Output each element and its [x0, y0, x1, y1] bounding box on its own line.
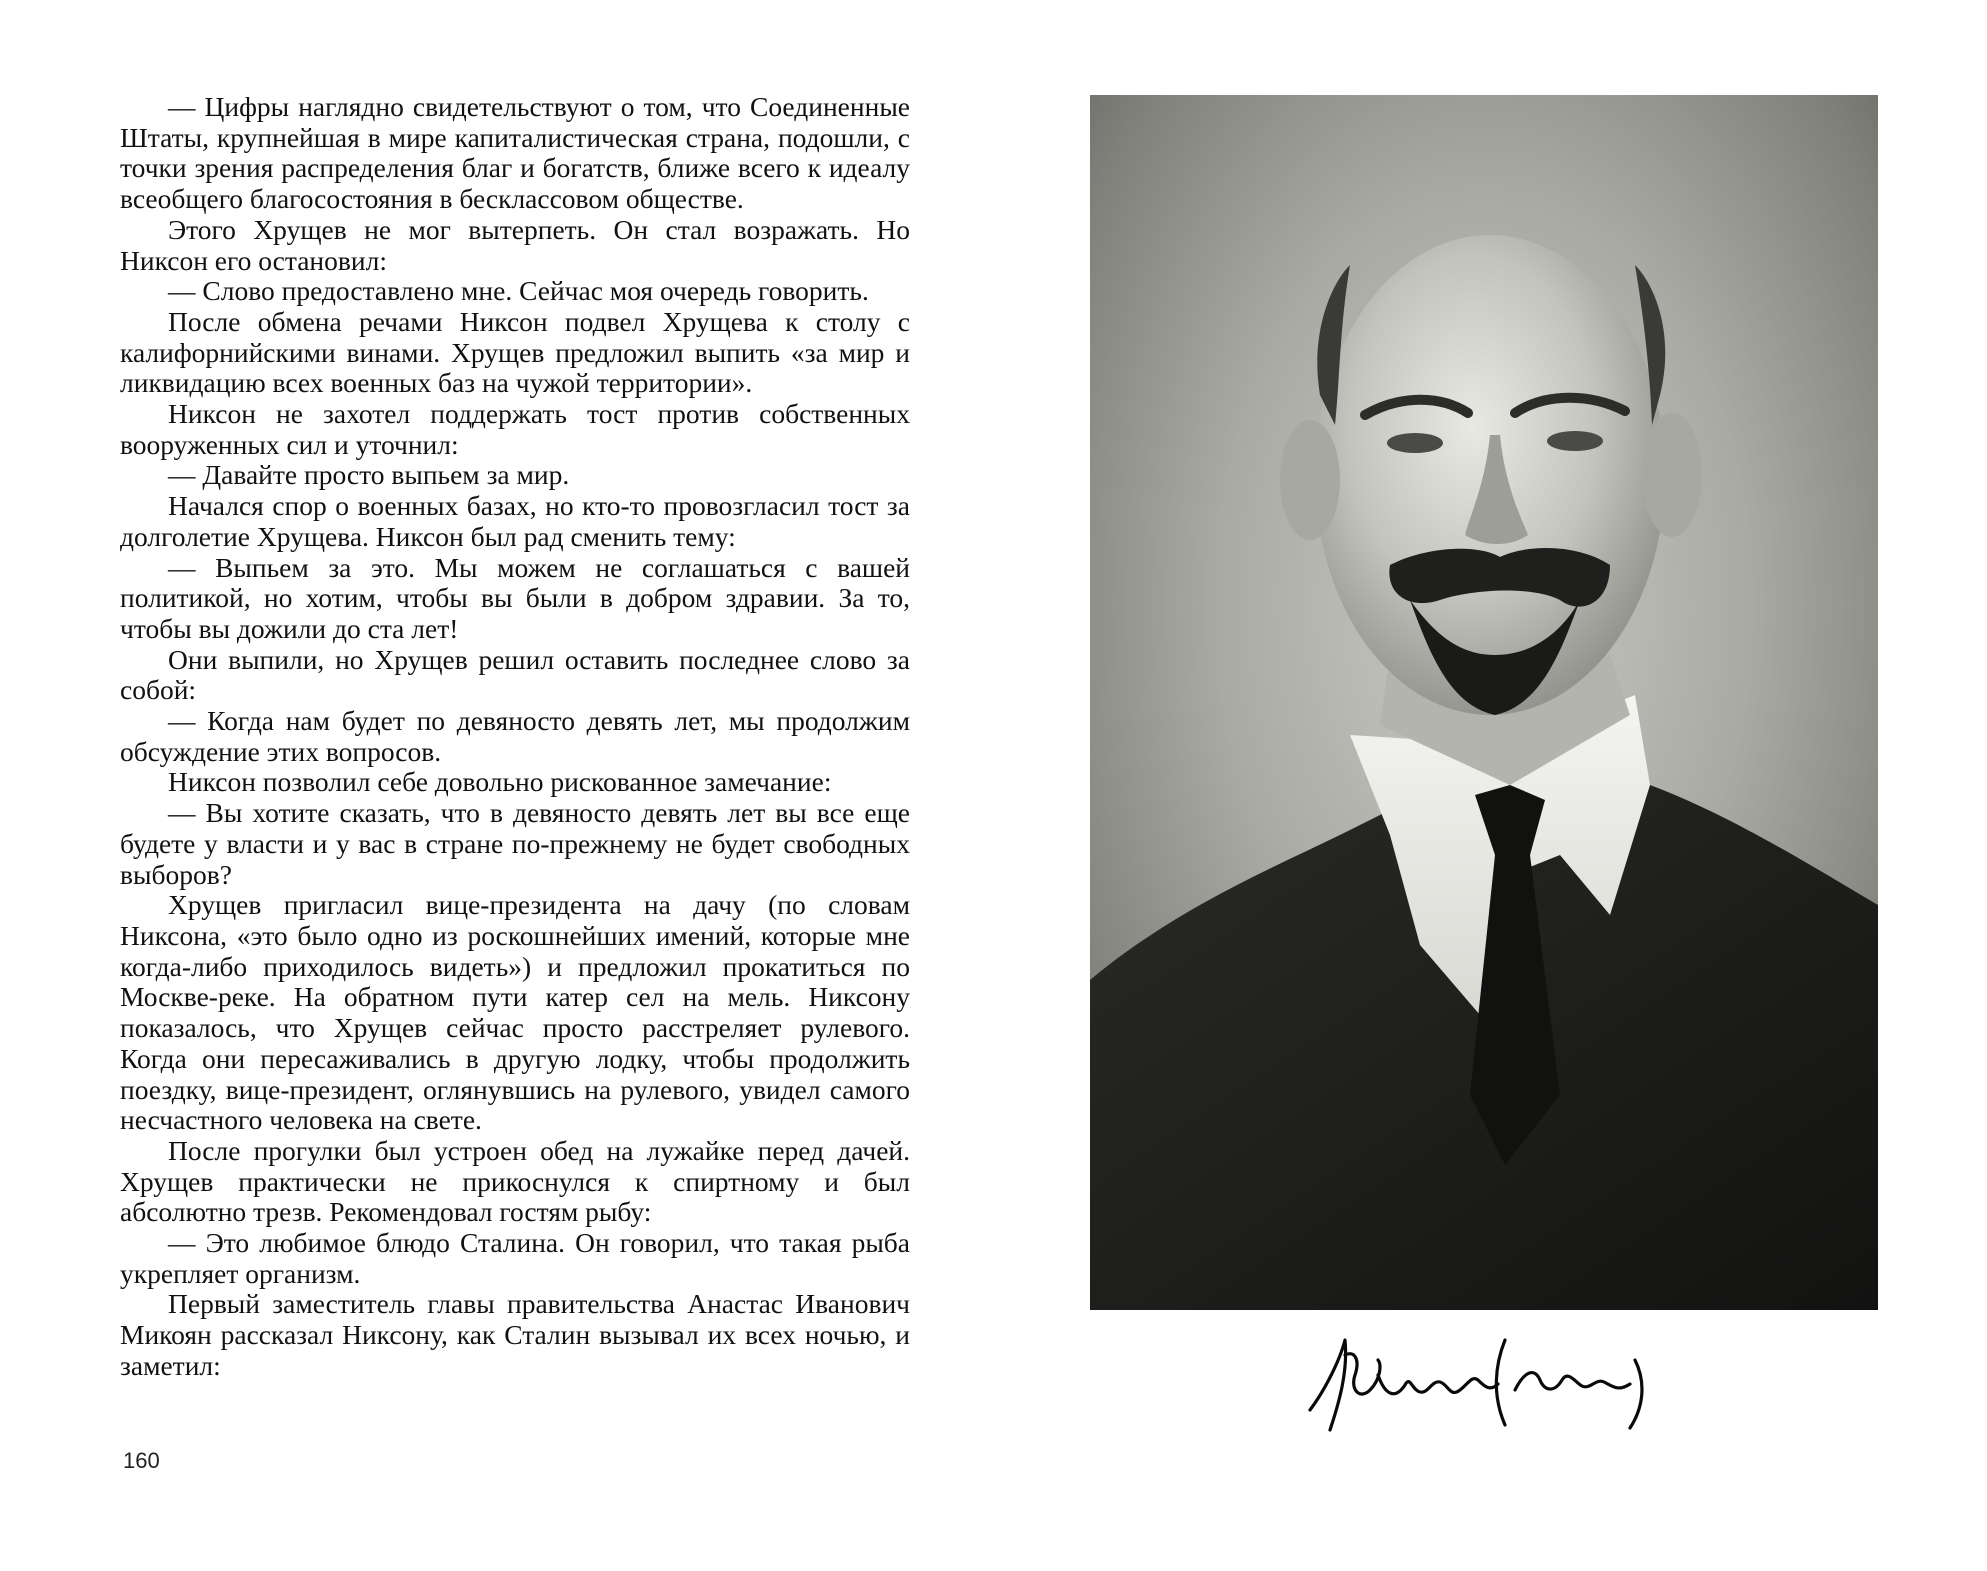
paragraph: Начался спор о военных базах, но кто-то провозгласил тост за долголетие Хрущева. Никсон был рад сменить тему:: [120, 490, 910, 552]
paragraph: После прогулки был устроен обед на лужайке перед дачей. Хрущев практически не прикоснулся к спиртному и был абсолютно трезв. Рекомендовал гостям рыбу:: [120, 1134, 910, 1228]
portrait-photo: [1090, 95, 1878, 1310]
right-page: [1090, 95, 1880, 1455]
paragraph: — Давайте просто выпьем за мир.: [168, 459, 570, 491]
paragraph: Они выпили, но Хрущев решил оставить последнее слово за собой:: [120, 643, 910, 706]
paragraph: — Цифры наглядно свидетельствуют о том, что Соединенные Штаты, крупнейшая в мире капиталистическая страна, подошли, с точки зрения распределения благ и богатств, ближе всего к идеалу всеобщего благосостояния в бесклассовом обществе.: [120, 91, 910, 215]
paragraph: Первый заместитель главы правительства Анастас Иванович Микоян рассказал Никсону, как Сталин вызывал их всех ночью, и заметил:: [120, 1288, 910, 1381]
paragraph: — Когда нам будет по девяносто девять лет, мы продолжим обсуждение этих вопросов.: [120, 705, 910, 767]
paragraph: — Слово предоставлено мне. Сейчас моя очередь говорить.: [168, 275, 869, 307]
paragraph: Этого Хрущев не мог вытерпеть. Он стал возражать. Но Никсон его остановил:: [120, 213, 910, 276]
paragraph: Никсон не захотел поддержать тост против собственных вооруженных сил и уточнил:: [120, 398, 910, 460]
paragraph: — Выпьем за это. Мы можем не соглашаться с вашей политикой, но хотим, чтобы вы были в добром здравии. За то, чтобы вы дожили до ста лет!: [120, 551, 910, 644]
paragraph: — Вы хотите сказать, что в девяносто девять лет вы все еще будете у власти и у вас в стране по-прежнему не будет свободных выборов?: [120, 797, 910, 890]
paragraph: — Это любимое блюдо Сталина. Он говорил, что такая рыба укрепляет организм.: [120, 1227, 910, 1289]
paragraph: Хрущев пригласил вице-президента на дачу (по словам Никсона, «это было одно из роскошнейших имений, которые мне когда-либо приходилось видеть») и предложил прокатиться по Москве-реке. На обратном пути катер сел на мель. Никсону показалось, что Хрущев сейчас просто расстреляет рулевого. Когда они пересаживались в другую лодку, чтобы продолжить поездку, вице-президент, оглянувшись на рулевого, увидел самого несчастного человека на свете.: [120, 889, 910, 1136]
page-number: 160: [123, 1448, 160, 1473]
left-page: [120, 92, 910, 1382]
paragraph: После обмена речами Никсон подвел Хрущева к столу с калифорнийскими винами. Хрущев предложил выпить «за мир и ликвидацию всех военных баз на чужой территории».: [120, 305, 910, 399]
paragraph: Никсон позволил себе довольно рискованное замечание:: [168, 766, 832, 798]
body-text: [120, 92, 910, 1382]
signature: [1300, 1320, 1660, 1450]
